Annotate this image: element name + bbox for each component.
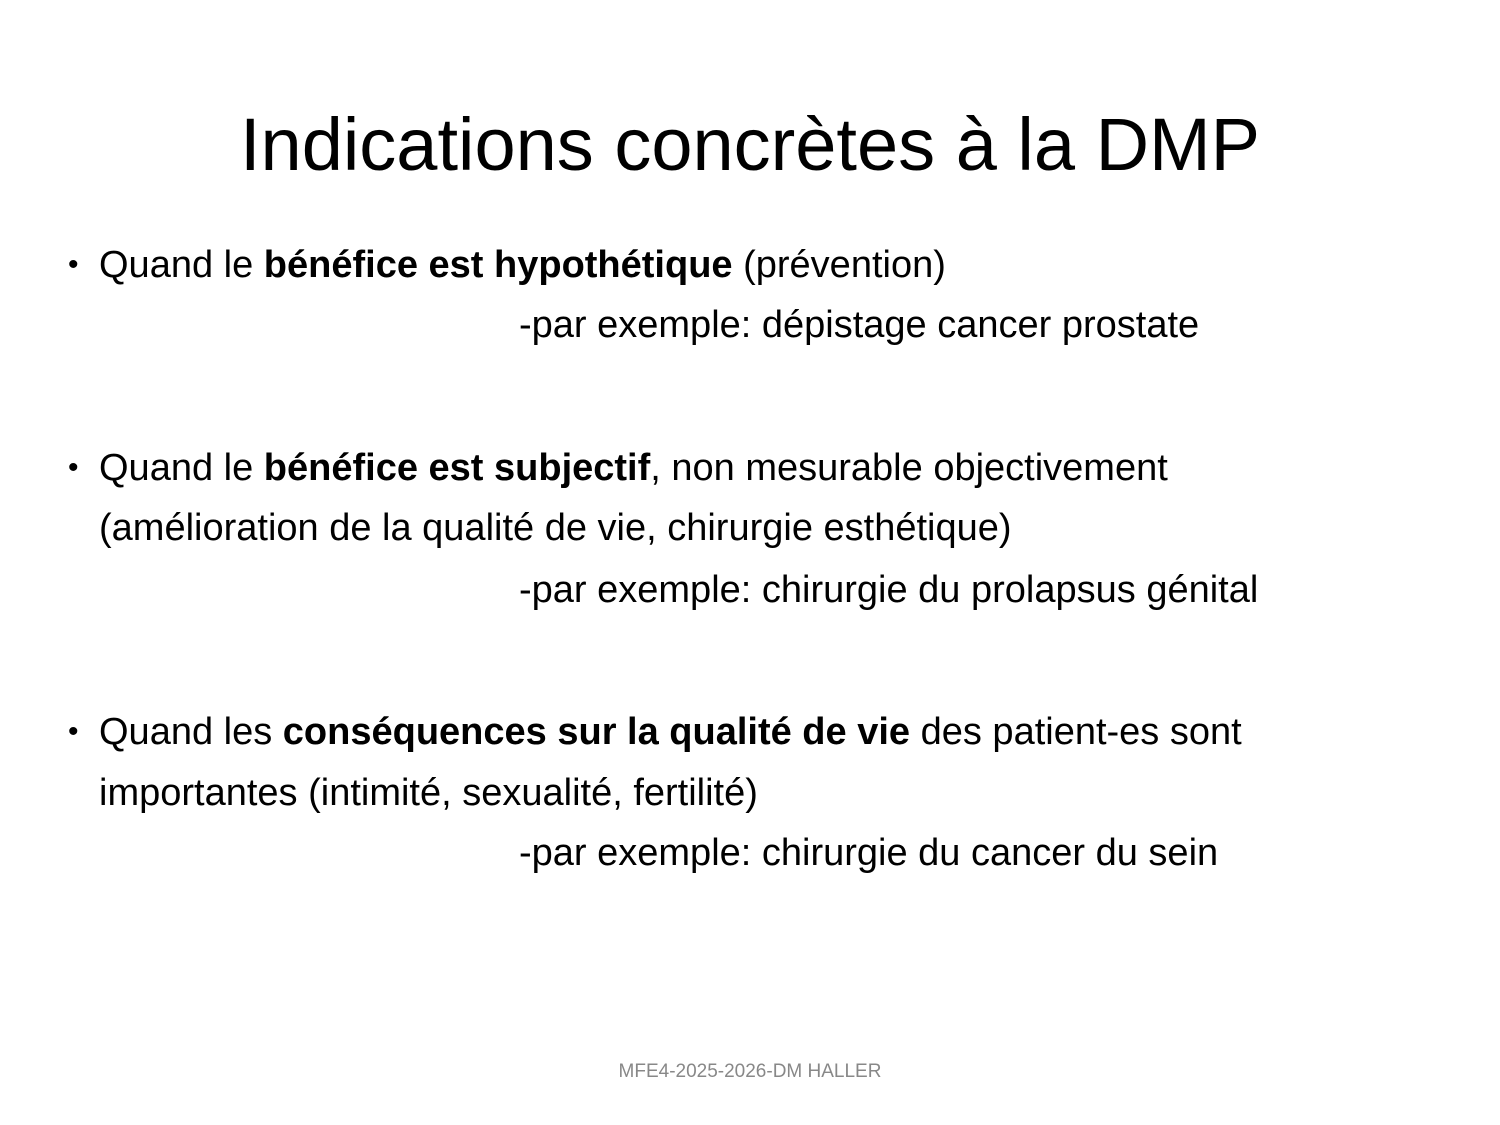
bullet-text [99,707,1242,757]
example-text: -par exemple: dépistage cancer prostate [519,304,1200,346]
bullet-marker: • [68,715,79,748]
bullet-marker: • [68,248,79,281]
bullet-text-continuation: (amélioration de la qualité de vie, chirurgie esthétique) [99,507,1012,549]
text-bold: conséquences sur la qualité de vie [282,711,911,753]
example-text: -par exemple: chirurgie du cancer du sein [519,832,1219,874]
text-post: des patient-es sont [910,711,1242,753]
bullet-text [99,443,1168,493]
text-bold: bénéfice est hypothétique [263,244,733,286]
bullet-text [99,240,946,290]
slide-title: Indications concrètes à la DMP [239,103,1261,186]
text-pre: Quand le [99,244,264,286]
bullet-text-continuation: importantes (intimité, sexualité, fertilité) [99,772,758,814]
slide-footer: MFE4-2025-2026-DM HALLER [618,1061,882,1082]
text-bold: bénéfice est subjectif [263,447,651,489]
bullet-marker: • [68,451,79,484]
text-pre: Quand le [99,447,264,489]
text-post: (prévention) [732,244,946,286]
text-pre: Quand les [99,711,283,753]
text-post: , non mesurable objectivement [650,447,1168,489]
example-text: -par exemple: chirurgie du prolapsus génital [519,569,1259,611]
